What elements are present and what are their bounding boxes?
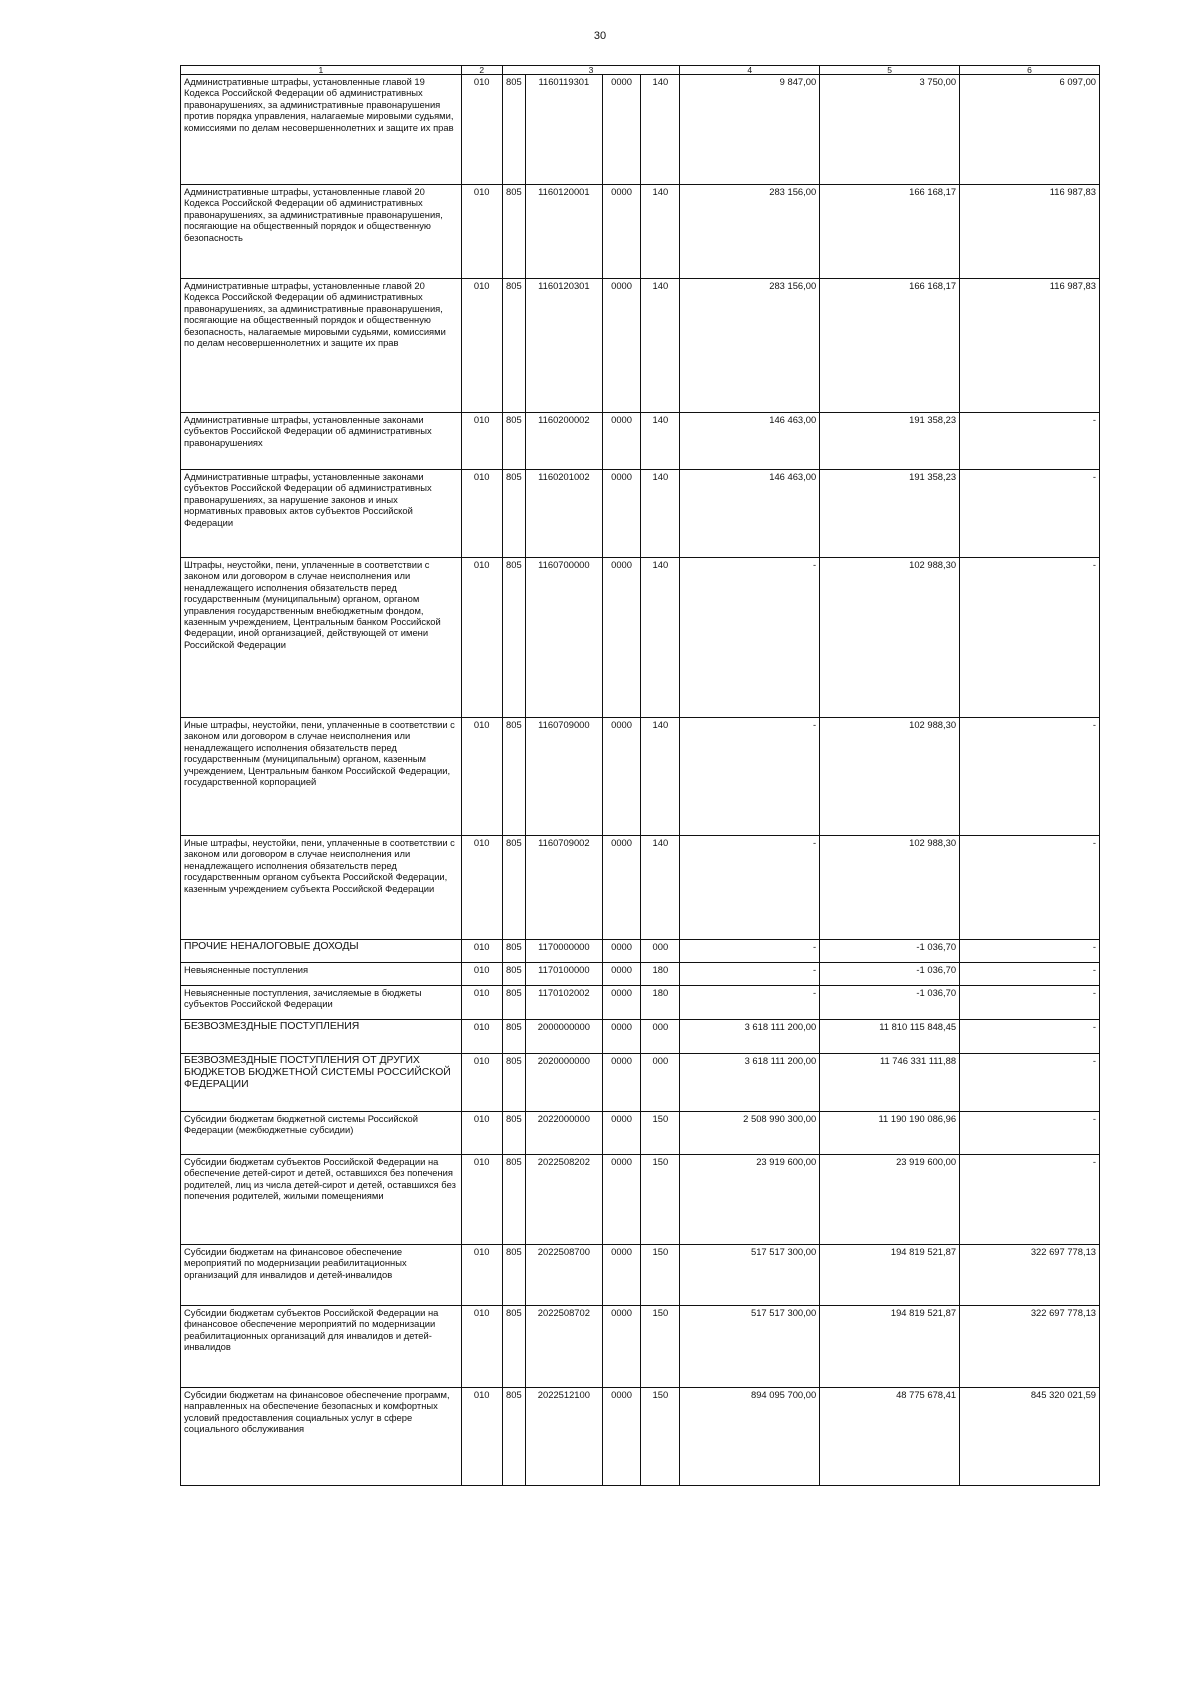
- code-segment-c: 0000: [602, 718, 641, 836]
- table-row: [181, 558, 1100, 718]
- value-col-5: -1 036,70: [820, 963, 960, 986]
- admin-code: 010: [461, 1245, 502, 1306]
- code-segment-b: 1160120001: [526, 185, 603, 279]
- column-header: 4: [680, 66, 820, 75]
- admin-code: 010: [461, 279, 502, 413]
- row-description: ПРОЧИЕ НЕНАЛОГОВЫЕ ДОХОДЫ: [181, 940, 462, 963]
- code-segment-c: 0000: [602, 1245, 641, 1306]
- code-segment-a: 805: [502, 940, 525, 963]
- value-col-6: -: [960, 558, 1100, 718]
- value-col-6: 6 097,00: [960, 75, 1100, 185]
- admin-code: 010: [461, 940, 502, 963]
- value-col-6: -: [960, 986, 1100, 1020]
- code-segment-b: 1160201002: [526, 470, 603, 558]
- value-col-4: 517 517 300,00: [680, 1306, 820, 1388]
- code-segment-b: 2020000000: [526, 1054, 603, 1112]
- row-description: Административные штрафы, установленные законами субъектов Российской Федерации об административных правонарушениях: [181, 413, 462, 470]
- row-description: Невыясненные поступления, зачисляемые в бюджеты субъектов Российской Федерации: [181, 986, 462, 1020]
- row-description: Административные штрафы, установленные главой 20 Кодекса Российской Федерации об административных правонарушениях, за административные правонарушения, посягающие на общественный порядок и общественную безопасность, налагаемые мировыми судьями, комиссиями по делам несовершеннолетних и защите их прав: [181, 279, 462, 413]
- admin-code: 010: [461, 75, 502, 185]
- code-segment-a: 805: [502, 558, 525, 718]
- value-col-6: 116 987,83: [960, 185, 1100, 279]
- value-col-5: -1 036,70: [820, 986, 960, 1020]
- row-description: Субсидии бюджетам на финансовое обеспечение мероприятий по модернизации реабилитационных организаций для инвалидов и детей-инвалидов: [181, 1245, 462, 1306]
- table-row: [181, 1155, 1100, 1245]
- admin-code: 010: [461, 185, 502, 279]
- table-row: [181, 1306, 1100, 1388]
- code-segment-c: 0000: [602, 558, 641, 718]
- code-segment-d: 000: [641, 1020, 680, 1054]
- value-col-4: 146 463,00: [680, 470, 820, 558]
- row-description: Субсидии бюджетам субъектов Российской Федерации на финансовое обеспечение мероприятий по модернизации реабилитационных организаций для инвалидов и детей-инвалидов: [181, 1306, 462, 1388]
- admin-code: 010: [461, 986, 502, 1020]
- value-col-4: -: [680, 558, 820, 718]
- column-header: 6: [960, 66, 1100, 75]
- value-col-4: 23 919 600,00: [680, 1155, 820, 1245]
- code-segment-b: 1160200002: [526, 413, 603, 470]
- admin-code: 010: [461, 1054, 502, 1112]
- code-segment-c: 0000: [602, 986, 641, 1020]
- row-description: Административные штрафы, установленные законами субъектов Российской Федерации об административных правонарушениях, за нарушение законов и иных нормативных правовых актов субъектов Российской Федерации: [181, 470, 462, 558]
- code-segment-c: 0000: [602, 963, 641, 986]
- code-segment-d: 140: [641, 718, 680, 836]
- value-col-6: -: [960, 1112, 1100, 1155]
- code-segment-c: 0000: [602, 1112, 641, 1155]
- code-segment-b: 1160119301: [526, 75, 603, 185]
- value-col-4: 146 463,00: [680, 413, 820, 470]
- table-row: [181, 718, 1100, 836]
- admin-code: 010: [461, 1155, 502, 1245]
- value-col-4: 3 618 111 200,00: [680, 1020, 820, 1054]
- value-col-5: 194 819 521,87: [820, 1245, 960, 1306]
- value-col-6: -: [960, 1054, 1100, 1112]
- code-segment-a: 805: [502, 718, 525, 836]
- code-segment-b: 1170100000: [526, 963, 603, 986]
- value-col-5: 11 746 331 111,88: [820, 1054, 960, 1112]
- admin-code: 010: [461, 558, 502, 718]
- code-segment-b: 2022000000: [526, 1112, 603, 1155]
- value-col-5: 102 988,30: [820, 836, 960, 940]
- code-segment-a: 805: [502, 836, 525, 940]
- value-col-4: 2 508 990 300,00: [680, 1112, 820, 1155]
- code-segment-c: 0000: [602, 470, 641, 558]
- table-row: [181, 836, 1100, 940]
- code-segment-d: 180: [641, 963, 680, 986]
- code-segment-a: 805: [502, 963, 525, 986]
- budget-table: [180, 65, 1100, 1486]
- admin-code: 010: [461, 1388, 502, 1486]
- code-segment-b: 2022508702: [526, 1306, 603, 1388]
- code-segment-d: 140: [641, 185, 680, 279]
- admin-code: 010: [461, 1020, 502, 1054]
- code-segment-c: 0000: [602, 836, 641, 940]
- value-col-5: 102 988,30: [820, 558, 960, 718]
- admin-code: 010: [461, 470, 502, 558]
- row-description: БЕЗВОЗМЕЗДНЫЕ ПОСТУПЛЕНИЯ ОТ ДРУГИХ БЮДЖЕТОВ БЮДЖЕТНОЙ СИСТЕМЫ РОССИЙСКОЙ ФЕДЕРАЦИИ: [181, 1054, 462, 1112]
- admin-code: 010: [461, 963, 502, 986]
- code-segment-a: 805: [502, 470, 525, 558]
- code-segment-d: 180: [641, 986, 680, 1020]
- code-segment-c: 0000: [602, 1306, 641, 1388]
- code-segment-a: 805: [502, 986, 525, 1020]
- value-col-6: 322 697 778,13: [960, 1306, 1100, 1388]
- admin-code: 010: [461, 1112, 502, 1155]
- value-col-4: 283 156,00: [680, 279, 820, 413]
- table-row: [181, 470, 1100, 558]
- row-description: Административные штрафы, установленные главой 20 Кодекса Российской Федерации об административных правонарушениях, за административные правонарушения, посягающие на общественный порядок и общественную безопасность: [181, 185, 462, 279]
- code-segment-d: 150: [641, 1388, 680, 1486]
- code-segment-b: 1160709000: [526, 718, 603, 836]
- code-segment-b: 2000000000: [526, 1020, 603, 1054]
- value-col-4: -: [680, 718, 820, 836]
- code-segment-c: 0000: [602, 413, 641, 470]
- table-row: [181, 75, 1100, 185]
- row-description: Субсидии бюджетам бюджетной системы Российской Федерации (межбюджетные субсидии): [181, 1112, 462, 1155]
- row-description: Штрафы, неустойки, пени, уплаченные в соответствии с законом или договором в случае неисполнения или ненадлежащего исполнения обязательств перед государственным (муниципальным) органом, органом управления государственным внебюджетным фондом, казенным учреждением, Центральным банком Российской Федерации, иной организацией, действующей от имени Российской Федерации: [181, 558, 462, 718]
- value-col-4: -: [680, 963, 820, 986]
- code-segment-a: 805: [502, 413, 525, 470]
- admin-code: 010: [461, 836, 502, 940]
- code-segment-a: 805: [502, 1306, 525, 1388]
- row-description: Невыясненные поступления: [181, 963, 462, 986]
- table-row: [181, 279, 1100, 413]
- value-col-4: 894 095 700,00: [680, 1388, 820, 1486]
- value-col-5: 23 919 600,00: [820, 1155, 960, 1245]
- table-row: [181, 1054, 1100, 1112]
- code-segment-c: 0000: [602, 75, 641, 185]
- code-segment-a: 805: [502, 1155, 525, 1245]
- code-segment-c: 0000: [602, 940, 641, 963]
- column-header: 1: [181, 66, 462, 75]
- table-row: [181, 185, 1100, 279]
- code-segment-b: 1170000000: [526, 940, 603, 963]
- value-col-6: -: [960, 413, 1100, 470]
- value-col-5: 166 168,17: [820, 185, 960, 279]
- value-col-6: -: [960, 940, 1100, 963]
- code-segment-d: 140: [641, 470, 680, 558]
- code-segment-a: 805: [502, 1020, 525, 1054]
- row-description: Субсидии бюджетам субъектов Российской Федерации на обеспечение детей-сирот и детей, оставшихся без попечения родителей, лиц из числа детей-сирот и детей, оставшихся без попечения родителей, жилыми помещениями: [181, 1155, 462, 1245]
- code-segment-a: 805: [502, 279, 525, 413]
- table-row: [181, 1388, 1100, 1486]
- table-row: [181, 413, 1100, 470]
- code-segment-b: 2022512100: [526, 1388, 603, 1486]
- admin-code: 010: [461, 1306, 502, 1388]
- code-segment-d: 150: [641, 1306, 680, 1388]
- code-segment-d: 000: [641, 1054, 680, 1112]
- table-row: [181, 963, 1100, 986]
- value-col-5: 11 810 115 848,45: [820, 1020, 960, 1054]
- table-row: [181, 1020, 1100, 1054]
- value-col-4: 9 847,00: [680, 75, 820, 185]
- code-segment-c: 0000: [602, 185, 641, 279]
- value-col-6: -: [960, 963, 1100, 986]
- code-segment-a: 805: [502, 185, 525, 279]
- admin-code: 010: [461, 718, 502, 836]
- code-segment-c: 0000: [602, 279, 641, 413]
- row-description: Иные штрафы, неустойки, пени, уплаченные в соответствии с законом или договором в случае неисполнения или ненадлежащего исполнения обязательств перед государственным органом субъекта Российской Федерации, казенным учреждением субъекта Российской Федерации: [181, 836, 462, 940]
- value-col-6: -: [960, 470, 1100, 558]
- value-col-5: 48 775 678,41: [820, 1388, 960, 1486]
- value-col-6: 322 697 778,13: [960, 1245, 1100, 1306]
- code-segment-d: 140: [641, 836, 680, 940]
- code-segment-a: 805: [502, 1054, 525, 1112]
- code-segment-c: 0000: [602, 1054, 641, 1112]
- column-number-row: [181, 66, 1100, 75]
- code-segment-b: 1160700000: [526, 558, 603, 718]
- value-col-6: 116 987,83: [960, 279, 1100, 413]
- table-row: [181, 940, 1100, 963]
- value-col-6: -: [960, 1155, 1100, 1245]
- code-segment-b: 1160120301: [526, 279, 603, 413]
- value-col-5: 3 750,00: [820, 75, 960, 185]
- code-segment-c: 0000: [602, 1020, 641, 1054]
- value-col-5: 191 358,23: [820, 413, 960, 470]
- code-segment-b: 1170102002: [526, 986, 603, 1020]
- value-col-5: 191 358,23: [820, 470, 960, 558]
- code-segment-d: 140: [641, 75, 680, 185]
- value-col-4: -: [680, 940, 820, 963]
- table-row: [181, 1245, 1100, 1306]
- column-header: 3: [502, 66, 680, 75]
- code-segment-a: 805: [502, 75, 525, 185]
- value-col-6: -: [960, 718, 1100, 836]
- code-segment-d: 000: [641, 940, 680, 963]
- value-col-5: 102 988,30: [820, 718, 960, 836]
- row-description: Субсидии бюджетам на финансовое обеспечение программ, направленных на обеспечение безопасных и комфортных условий предоставления социальных услуг в сфере социального обслуживания: [181, 1388, 462, 1486]
- value-col-5: 11 190 190 086,96: [820, 1112, 960, 1155]
- code-segment-c: 0000: [602, 1388, 641, 1486]
- value-col-5: 194 819 521,87: [820, 1306, 960, 1388]
- code-segment-d: 150: [641, 1112, 680, 1155]
- admin-code: 010: [461, 413, 502, 470]
- value-col-5: -1 036,70: [820, 940, 960, 963]
- code-segment-d: 140: [641, 279, 680, 413]
- code-segment-b: 1160709002: [526, 836, 603, 940]
- row-description: Иные штрафы, неустойки, пени, уплаченные в соответствии с законом или договором в случае неисполнения или ненадлежащего исполнения обязательств перед государственным (муниципальным) органом, казенным учреждением, Центральным банком Российской Федерации, государственной корпорацией: [181, 718, 462, 836]
- value-col-6: -: [960, 836, 1100, 940]
- code-segment-a: 805: [502, 1112, 525, 1155]
- value-col-4: 3 618 111 200,00: [680, 1054, 820, 1112]
- code-segment-a: 805: [502, 1245, 525, 1306]
- table-row: [181, 1112, 1100, 1155]
- code-segment-c: 0000: [602, 1155, 641, 1245]
- page-number: 30: [593, 30, 607, 42]
- code-segment-b: 2022508700: [526, 1245, 603, 1306]
- value-col-6: 845 320 021,59: [960, 1388, 1100, 1486]
- column-header: 5: [820, 66, 960, 75]
- code-segment-a: 805: [502, 1388, 525, 1486]
- value-col-4: 283 156,00: [680, 185, 820, 279]
- value-col-5: 166 168,17: [820, 279, 960, 413]
- value-col-6: -: [960, 1020, 1100, 1054]
- code-segment-d: 150: [641, 1155, 680, 1245]
- value-col-4: -: [680, 836, 820, 940]
- value-col-4: 517 517 300,00: [680, 1245, 820, 1306]
- code-segment-b: 2022508202: [526, 1155, 603, 1245]
- row-description: БЕЗВОЗМЕЗДНЫЕ ПОСТУПЛЕНИЯ: [181, 1020, 462, 1054]
- table-row: [181, 986, 1100, 1020]
- code-segment-d: 150: [641, 1245, 680, 1306]
- column-header: 2: [461, 66, 502, 75]
- value-col-4: -: [680, 986, 820, 1020]
- code-segment-d: 140: [641, 558, 680, 718]
- row-description: Административные штрафы, установленные главой 19 Кодекса Российской Федерации об административных правонарушениях, за административные правонарушения против порядка управления, налагаемые мировыми судьями, комиссиями по делам несовершеннолетних и защите их прав: [181, 75, 462, 185]
- code-segment-d: 140: [641, 413, 680, 470]
